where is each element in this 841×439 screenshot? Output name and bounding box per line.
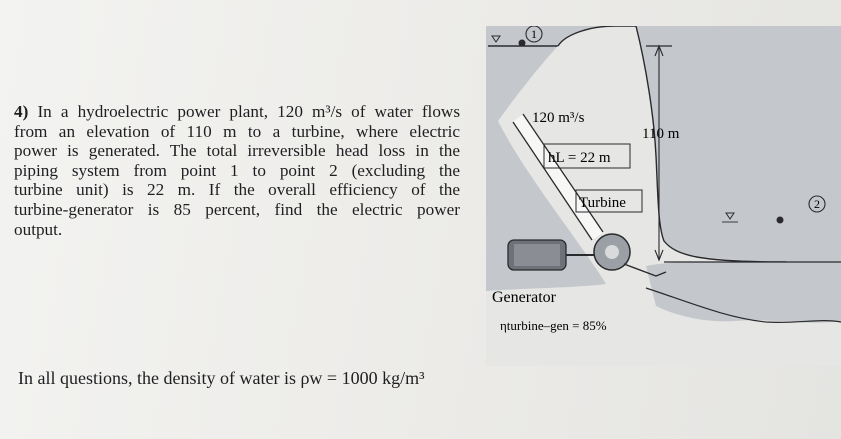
problem-line: from an elevation of 110 m to a turbine, where electric [14, 121, 460, 141]
problem-number: 4) [14, 102, 29, 121]
point-2-dot [777, 217, 784, 224]
generator-body [514, 244, 560, 266]
problem-statement [14, 102, 460, 239]
point-1-label: 1 [531, 27, 537, 41]
efficiency-label: ηturbine–gen = 85% [500, 318, 607, 333]
flow-rate-label: 120 m³/s [532, 110, 585, 126]
elevation-label: 110 m [642, 126, 680, 142]
lower-reservoir [646, 262, 841, 323]
problem-line: turbine-generator is 85 percent, find the electric power [14, 199, 460, 219]
problem-line: output. [14, 219, 63, 239]
turbine-hub [605, 245, 619, 259]
problem-line: turbine unit) is 22 m. If the overall efficiency of the [14, 180, 460, 200]
problem-line: 4) In a hydroelectric power plant, 120 m³/s of water flows [14, 102, 461, 121]
turbine-label: Turbine [579, 195, 626, 211]
problem-line: power is generated. The total irreversible head loss in the [14, 141, 460, 161]
density-note: In all questions, the density of water is ρw = 1000 kg/m³ [18, 368, 425, 388]
generator-label: Generator [492, 289, 556, 306]
figure-svg [486, 26, 841, 366]
point-2-label: 2 [814, 197, 820, 211]
problem-line: piping system from point 1 to point 2 (excluding the [14, 160, 460, 180]
head-loss-label: hL = 22 m [548, 150, 611, 166]
hydro-plant-figure [486, 26, 841, 366]
point-1-dot [519, 40, 526, 47]
